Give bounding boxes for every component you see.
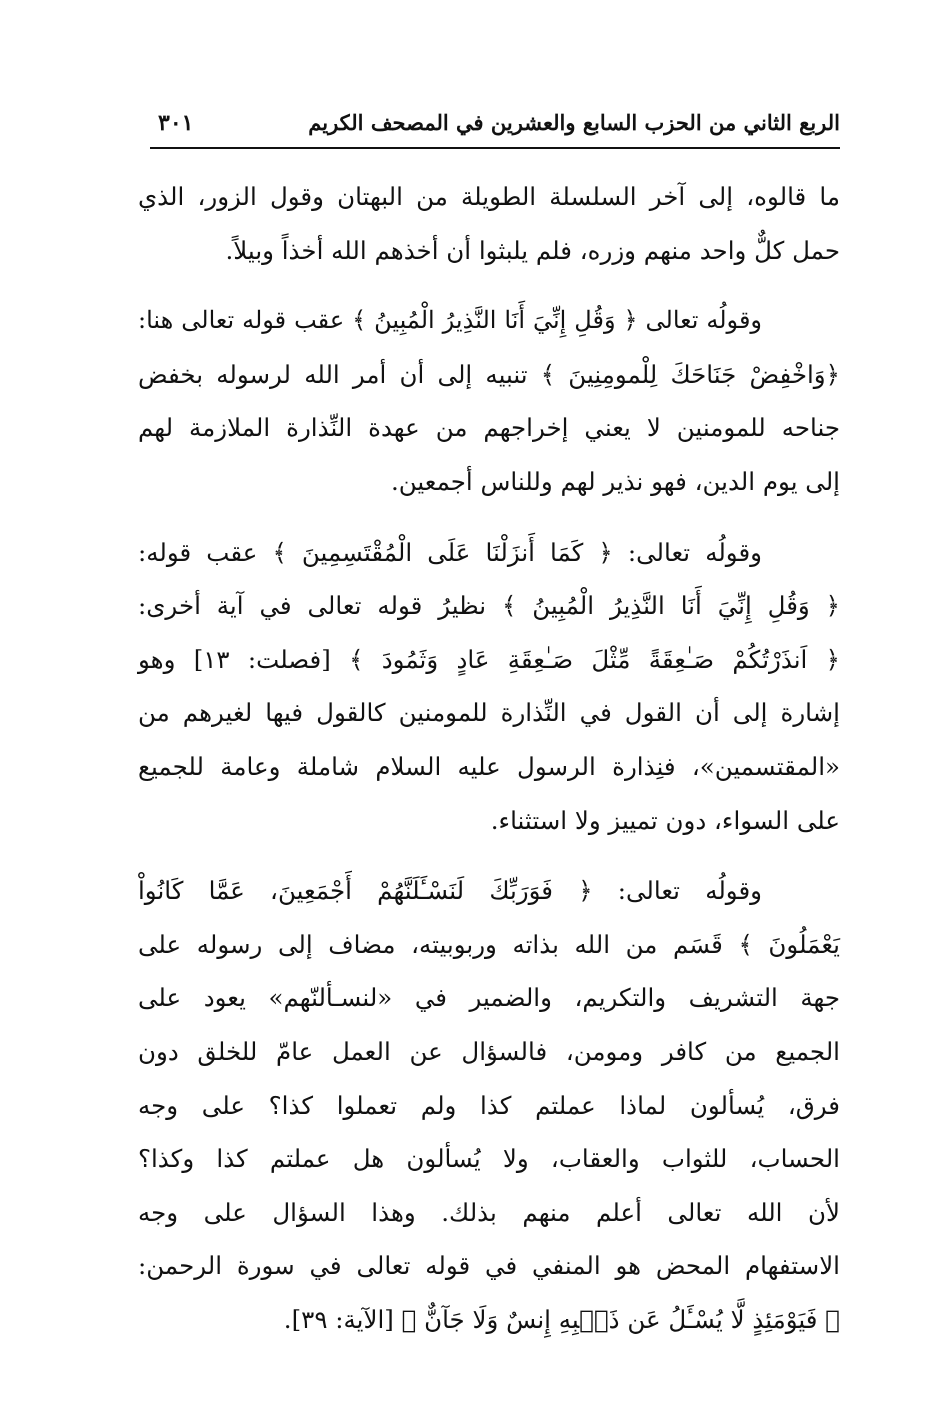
text-line: يَعْمَلُونَ ﴾ قَسَم من الله بذاته وربوبيته، مضاف إلى رسوله على [138, 929, 840, 959]
text-line: جهة التشريف والتكريم، والضمير في «لنسـألنّهم» يعود على [138, 983, 840, 1013]
text-line: ﴿وَاخْفِضْ جَنَاحَكَ لِلْمومِنِينَ ﴾ تنبيه إلى أن أمر الله لرسوله بخفض [138, 359, 840, 389]
paragraph-1 [138, 170, 840, 277]
running-header [150, 110, 840, 148]
running-title: الربع الثاني من الحزب السابع والعشرين في المصحف الكريم [308, 110, 840, 135]
paragraph-3 [138, 526, 840, 848]
paragraph-4 [138, 864, 840, 1346]
body-text [138, 170, 840, 1346]
text-line: وقولُه تعالى: ﴿ فَوَرَبِّكَ لَنَسْـَٔلَنَّهُمْ أَجْمَعِينَ، عَمَّا كَانُواْ [138, 876, 762, 906]
text-line: إلى يوم الدين، فهو نذير لهم وللناس أجمعين. [390, 466, 840, 496]
text-line: الجميع من كافر ومومن، فالسؤال عن العمل عامّ للخلق دون [138, 1036, 840, 1066]
text-line: جناحه للمومنين لا يعني إخراجهم من عهدة النِّذارة الملازمة لهم [138, 413, 840, 443]
text-line: وقولُه تعالى ﴿ وَقُلِ إِنِّيَ أَنَا النَّذِيرُ الْمُبِينُ ﴾ عقب قوله تعالى هنا: [138, 306, 762, 335]
text-line: إشارة إلى أن القول في النِّذارة للمومنين كالقول فيها لغيرهم من [138, 698, 840, 728]
text-line: الاستفهام المحض هو المنفي في قوله تعالى في سورة الرحمن: [138, 1251, 840, 1281]
paragraph-gap [138, 277, 840, 294]
paragraph-gap [138, 509, 840, 526]
page-number: ٣٠١ [158, 110, 194, 136]
text-line: «المقتسمين»، فنِذارة الرسول عليه السلام شاملة وعامة للجميع [138, 751, 840, 781]
text-line: ﴿ اَنذَرْتُكُمْ صَـٰعِقَةً مِّثْلَ صَـٰعِقَةِ عَادٍ وَثَمُودَ ﴾ [فصلت: ١٣] وهو [138, 644, 840, 674]
text-line: وقولُه تعالى: ﴿ كَمَا أَنزَلْنَا عَلَى الْمُقْتَسِمِينَ ﴾ عقب قوله: [138, 537, 762, 567]
text-line: حمل كلٌّ واحد منهم وزره، فلم يلبثوا أن أخذهم الله أخذاً وبيلاً. [225, 235, 840, 265]
text-line: ﴿ وَقُلِ إِنِّيَ أَنَا النَّذِيرُ الْمُبِينُ ﴾ نظيرُ قوله تعالى في آية أخرى: [138, 591, 840, 621]
text-line: الحساب، للثواب والعقاب، ولا يُسألون هل عملتم كذا وكذا؟ [138, 1144, 840, 1174]
text-line: ما قالوه، إلى آخر السلسلة الطويلة من البهتان وقول الزور، الذي [138, 182, 840, 211]
text-line: ﴿ فَيَوْمَئِذٍ لَّا يُسْـَٔلُ عَن ذَنۢبِهِ إِنسٌ وَلَا جَآنٌّ ﴾ [الآية: ٣٩]. [283, 1304, 840, 1334]
text-line: فرق، يُسألون لماذا عملتم كذا ولم تعملوا كذا؟ على وجه [138, 1090, 840, 1120]
paragraph-gap [138, 847, 840, 864]
header-rule [150, 147, 840, 149]
paragraph-2 [138, 294, 840, 508]
text-line: على السواء، دون تمييز ولا استثناء. [490, 805, 840, 835]
text-line: لأن الله تعالى أعلم منهم بذلك. وهذا السؤال على وجه [138, 1197, 840, 1227]
